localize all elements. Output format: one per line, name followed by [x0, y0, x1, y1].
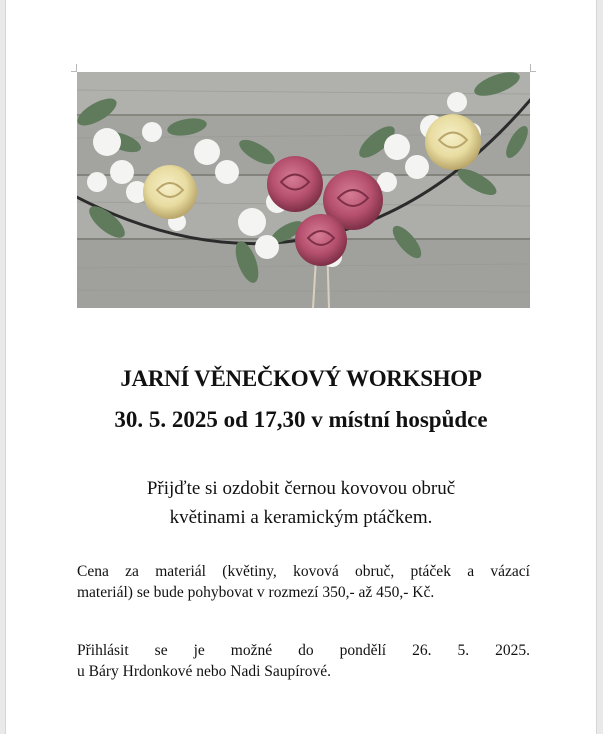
signup-line: u Báry Hrdonkové nebo Nadi Saupírové. [77, 663, 331, 680]
signup-line: Přihlásit se je možné do pondělí 26. 5. 2025. [77, 642, 530, 659]
invitation-line: Přijďte si ozdobit černou kovovou obruč [146, 478, 456, 499]
price-line: Cena za materiál (květiny, kovová obruč, ptáček a vázací [77, 563, 530, 580]
price-paragraph [77, 561, 530, 603]
signup-paragraph [77, 640, 530, 682]
date-and-place: 30. 5. 2025 od 17,30 v místní hospůdce [114, 407, 488, 432]
document-page [6, 0, 596, 734]
price-line: materiál) se bude pohybovat v rozmezí 350,- až 450,- Kč. [77, 584, 435, 601]
invitation-line: květinami a keramickým ptáčkem. [169, 507, 433, 528]
flower-wreath-icon [77, 72, 530, 308]
invitation-text [46, 474, 556, 532]
flower-wreath-photo [77, 72, 530, 308]
margin-mark [76, 64, 77, 72]
margin-mark [530, 64, 531, 72]
workshop-title: JARNÍ VĚNEČKOVÝ WORKSHOP [120, 366, 482, 391]
